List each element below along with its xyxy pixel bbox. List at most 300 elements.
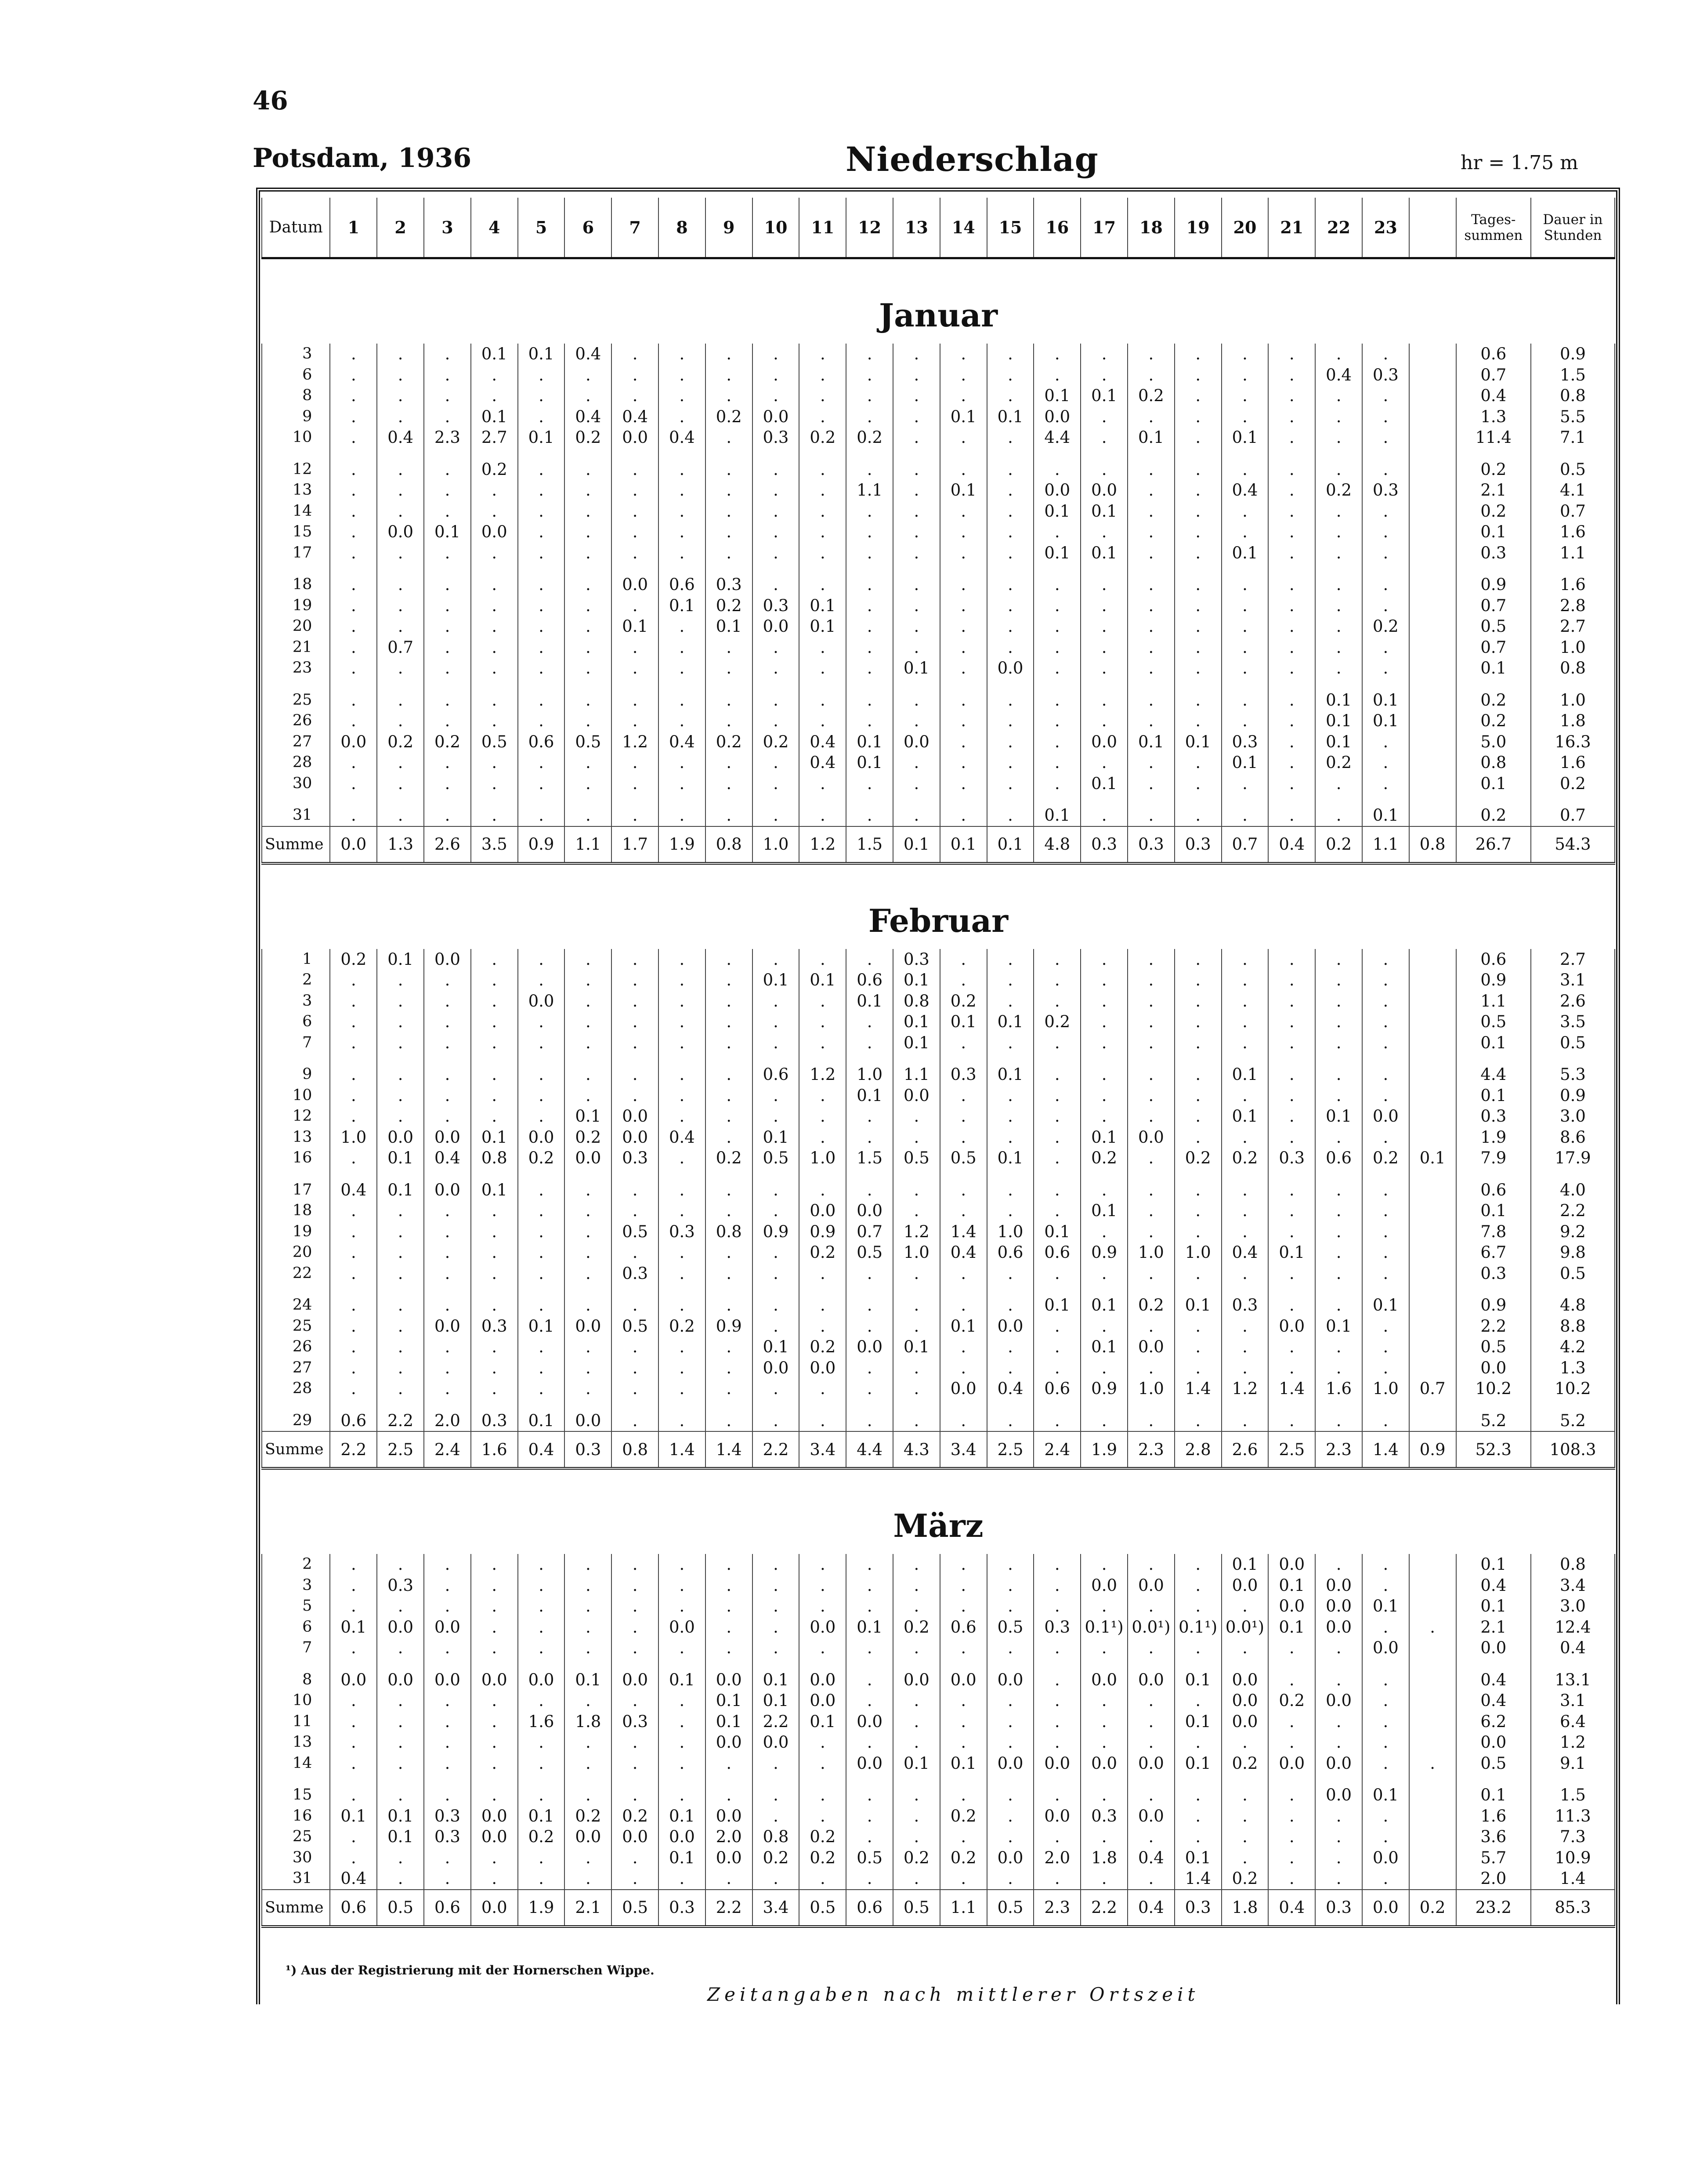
hour-value: .: [1315, 616, 1362, 637]
hour-value: .: [1268, 616, 1315, 637]
hour-value: .: [330, 1378, 377, 1399]
hour-value: .: [846, 1670, 893, 1691]
hour-value: .: [658, 1336, 705, 1358]
gap-cell: [987, 679, 1034, 690]
header-hour: 5: [518, 198, 565, 258]
time-note: Zeitangaben nach mittlerer Ortszeit: [707, 1984, 1200, 2005]
hour-value: 0.3: [940, 1064, 987, 1085]
daily-total: 1.3: [1456, 406, 1531, 427]
hour-value: 0.1: [1081, 1336, 1128, 1358]
hour-value: .: [987, 480, 1034, 501]
hour-value: .: [987, 427, 1034, 448]
hour-value: .: [987, 1575, 1034, 1596]
header-hour: 1: [330, 198, 377, 258]
hour-value: .: [987, 365, 1034, 386]
hour-value: .: [1034, 1637, 1081, 1659]
hour-value: 0.0: [611, 574, 658, 595]
hour-value: .: [611, 1011, 658, 1032]
hour-value: .: [377, 1032, 424, 1054]
page-title: Niederschlag: [846, 140, 1099, 179]
hour-value: .: [846, 1806, 893, 1827]
hour-value: 0.0: [799, 1670, 846, 1691]
hour-value: .: [752, 1106, 799, 1127]
hour-value: .: [940, 574, 987, 595]
gap-cell: [1081, 1399, 1128, 1410]
sum-hour-value: 0.5: [799, 1890, 846, 1927]
hour-value: .: [377, 1378, 424, 1399]
gap-cell: [1362, 1284, 1409, 1295]
hour-value: 0.0: [799, 1690, 846, 1711]
hour-value: .: [1362, 1575, 1409, 1596]
hour-value: 0.0: [846, 1336, 893, 1358]
hour-value: .: [987, 805, 1034, 826]
hour-value: .: [846, 1732, 893, 1753]
hour-value: .: [1268, 344, 1315, 365]
table-row: [262, 1263, 1615, 1284]
sum-hour-value: 0.4: [1268, 1890, 1315, 1927]
hour-value: .: [1268, 991, 1315, 1012]
hour-value: .: [846, 1554, 893, 1575]
hour-value: .: [1081, 1085, 1128, 1106]
hour-value: .: [940, 773, 987, 794]
hour-value: .: [518, 690, 565, 711]
hour-value: 0.0: [1081, 732, 1128, 753]
sum-hour-value: 0.6: [424, 1890, 471, 1927]
sum-hour-value: 2.3: [1315, 1431, 1362, 1468]
row-date: 23: [262, 658, 330, 679]
hour-value: .: [377, 1263, 424, 1284]
gap-cell: [940, 1053, 987, 1064]
daily-total: 0.5: [1456, 616, 1531, 637]
sum-hour-value: 2.2: [1081, 1890, 1128, 1927]
hour-value: .: [1175, 1221, 1222, 1242]
hour-value: .: [1362, 1180, 1409, 1201]
row-date: 30: [262, 1847, 330, 1869]
hour-value: .: [1315, 522, 1362, 543]
hour-value: .: [658, 501, 705, 522]
hour-value: .: [1222, 1785, 1269, 1806]
gap-cell: [1268, 1399, 1315, 1410]
hour-value: .: [846, 690, 893, 711]
hour-value: 0.0: [987, 1847, 1034, 1869]
hour-value: .: [1268, 658, 1315, 679]
sum-hour-value: 4.4: [846, 1431, 893, 1468]
hour-value: 0.0: [518, 991, 565, 1012]
hour-value: .: [752, 1868, 799, 1890]
daily-total: 0.4: [1456, 1575, 1531, 1596]
hour-value: 0.1: [1315, 1316, 1362, 1337]
hour-value: .: [1128, 752, 1175, 773]
hour-value: .: [471, 1378, 518, 1399]
sum-hour-value: 0.0: [1362, 1890, 1409, 1927]
hour-value: 0.2: [799, 1826, 846, 1847]
hour-value: 1.4: [940, 1221, 987, 1242]
hour-value: .: [471, 949, 518, 970]
hour-value: .: [564, 805, 611, 826]
duration-hours: 12.4: [1531, 1617, 1615, 1638]
hour-value: 0.1: [377, 1148, 424, 1169]
sum-hour-value: 2.8: [1175, 1431, 1222, 1468]
hour-value: .: [1081, 1032, 1128, 1054]
header-hour: 8: [658, 198, 705, 258]
hour-value: 0.3: [471, 1316, 518, 1337]
hour-value: .: [987, 1596, 1034, 1617]
hour-value: .: [1362, 752, 1409, 773]
hour-value: 0.0: [564, 1316, 611, 1337]
hour-value: .: [330, 1711, 377, 1732]
hour-value: .: [518, 406, 565, 427]
hour-value: 0.6: [846, 970, 893, 991]
hour-value: .: [518, 1263, 565, 1284]
hour-value: 0.1: [752, 1670, 799, 1691]
hour-value: .: [471, 637, 518, 658]
hour-value: 0.1: [1081, 501, 1128, 522]
hour-value: .: [846, 501, 893, 522]
gap-cell: [1409, 563, 1456, 574]
hour-value: .: [846, 773, 893, 794]
gap-cell: [1409, 794, 1456, 805]
hour-value: .: [424, 1200, 471, 1221]
hour-value: .: [424, 1085, 471, 1106]
gap-cell: [330, 1169, 377, 1180]
hour-value: 0.3: [1034, 1617, 1081, 1638]
hour-value: .: [1175, 1596, 1222, 1617]
hour-value: .: [799, 459, 846, 480]
gap-cell: [1222, 794, 1269, 805]
hour-value: .: [658, 1575, 705, 1596]
hour-value: .: [471, 1596, 518, 1617]
hour-value: 0.2: [330, 949, 377, 970]
hour-value: .: [1315, 1732, 1362, 1753]
hour-value: .: [1268, 1011, 1315, 1032]
gap-cell: [940, 1169, 987, 1180]
gap-cell: [1128, 794, 1175, 805]
duration-hours: 0.9: [1531, 1085, 1615, 1106]
sum-hour-value: 2.3: [1128, 1431, 1175, 1468]
hour-value: 0.0: [893, 732, 940, 753]
daily-total: 10.2: [1456, 1378, 1531, 1399]
header-hour: 14: [940, 198, 987, 258]
gap-cell: [518, 1169, 565, 1180]
daily-total: 0.4: [1456, 1670, 1531, 1691]
hour-value: .: [518, 1554, 565, 1575]
hour-value: .: [424, 1221, 471, 1242]
hour-value: .: [564, 1180, 611, 1201]
hour-value: .: [658, 1064, 705, 1085]
row-date: 27: [262, 1358, 330, 1379]
hour-value: .: [1268, 1785, 1315, 1806]
hour-value: .: [471, 1554, 518, 1575]
hour-value: .: [705, 427, 752, 448]
hour-value: 0.1: [658, 1670, 705, 1691]
hour-value: .: [658, 1200, 705, 1221]
hour-value: 0.0: [1034, 1806, 1081, 1827]
hour-value: .: [752, 805, 799, 826]
hour-value: .: [987, 1868, 1034, 1890]
hour-value: .: [846, 1596, 893, 1617]
hour-value: .: [940, 365, 987, 386]
hour-value: .: [987, 616, 1034, 637]
hour-value: .: [846, 522, 893, 543]
sum-hour-value: 1.0: [752, 826, 799, 863]
hour-value: .: [564, 637, 611, 658]
hour-value: .: [1268, 1032, 1315, 1054]
gap-cell: [705, 1053, 752, 1064]
hour-value: .: [1362, 637, 1409, 658]
hour-value: .: [1315, 1180, 1362, 1201]
hour-value: .: [1362, 1242, 1409, 1263]
daily-total: 5.7: [1456, 1847, 1531, 1869]
gap-cell: [1531, 1169, 1615, 1180]
hour-value: .: [611, 690, 658, 711]
hour-value: .: [1268, 970, 1315, 991]
hour-value: .: [377, 1690, 424, 1711]
duration-hours: 11.3: [1531, 1806, 1615, 1827]
hour-value: .: [987, 1263, 1034, 1284]
hour-value: .: [424, 501, 471, 522]
hour-value: 0.1: [1081, 1200, 1128, 1221]
hour-value: .: [1222, 1596, 1269, 1617]
hour-value: .: [424, 1554, 471, 1575]
hour-value: .: [1268, 805, 1315, 826]
duration-hours: 4.8: [1531, 1295, 1615, 1316]
gap-cell: [940, 1284, 987, 1295]
hour-value: .: [893, 595, 940, 616]
hour-value: .: [1222, 1826, 1269, 1847]
hour-value: .: [330, 805, 377, 826]
hour-value: .: [987, 1554, 1034, 1575]
hour-value: .: [471, 690, 518, 711]
daily-total: 0.6: [1456, 344, 1531, 365]
hour-value: .: [1315, 637, 1362, 658]
hour-value: .: [564, 543, 611, 564]
gap-cell: [1034, 679, 1081, 690]
hour-value: .: [330, 480, 377, 501]
hour-value: .: [1268, 1637, 1315, 1659]
sum-hour-value: 0.1: [893, 826, 940, 863]
gap-cell: [262, 679, 330, 690]
gap-cell: [1034, 563, 1081, 574]
hour-value: .: [611, 365, 658, 386]
hour-value: .: [987, 710, 1034, 732]
hour-value: .: [1315, 1200, 1362, 1221]
hour-value: .: [1081, 1221, 1128, 1242]
gap-cell: [1222, 563, 1269, 574]
hour-value: .: [658, 773, 705, 794]
hour-value: .: [846, 406, 893, 427]
hour-value: [1409, 1221, 1456, 1242]
hour-value: .: [1128, 773, 1175, 794]
hour-value: 0.0: [1128, 1336, 1175, 1358]
duration-hours: 9.8: [1531, 1242, 1615, 1263]
hour-value: 1.2: [611, 732, 658, 753]
gap-cell: [1175, 1399, 1222, 1410]
hour-value: .: [1175, 637, 1222, 658]
row-date: 31: [262, 805, 330, 826]
gap-cell: [564, 1774, 611, 1785]
gap-cell: [940, 1399, 987, 1410]
row-gap: [262, 1774, 1615, 1785]
table-row: [262, 427, 1615, 448]
sum-hour-value: 0.3: [1175, 826, 1222, 863]
duration-hours: 2.8: [1531, 595, 1615, 616]
hour-value: .: [846, 595, 893, 616]
gap-cell: [752, 1399, 799, 1410]
hour-value: .: [799, 1263, 846, 1284]
gap-cell: [564, 679, 611, 690]
hour-value: 0.0: [1128, 1753, 1175, 1774]
gap-cell: [846, 1659, 893, 1670]
hour-value: .: [330, 385, 377, 406]
row-date: 14: [262, 501, 330, 522]
hour-value: .: [752, 522, 799, 543]
daily-total: 0.3: [1456, 1263, 1531, 1284]
gap-cell: [564, 1169, 611, 1180]
row-date: 20: [262, 1242, 330, 1263]
gap-cell: [799, 1774, 846, 1785]
hour-value: .: [940, 1295, 987, 1316]
hour-value: 0.2: [611, 1806, 658, 1827]
hour-value: 0.9: [799, 1221, 846, 1242]
hour-value: .: [471, 574, 518, 595]
hour-value: .: [424, 637, 471, 658]
gap-cell: [471, 1053, 518, 1064]
hour-value: .: [752, 1785, 799, 1806]
duration-hours: 5.2: [1531, 1410, 1615, 1432]
row-date: 17: [262, 543, 330, 564]
sum-hour-value: 2.5: [987, 1431, 1034, 1468]
hour-value: .: [1081, 1263, 1128, 1284]
hour-value: .: [564, 1785, 611, 1806]
hour-value: .: [987, 543, 1034, 564]
hour-value: 0.1: [330, 1617, 377, 1638]
hour-value: 0.0: [705, 1732, 752, 1753]
gap-cell: [752, 679, 799, 690]
hour-value: .: [1175, 427, 1222, 448]
gap-cell: [1081, 1774, 1128, 1785]
duration-hours: 1.2: [1531, 1732, 1615, 1753]
hour-value: .: [1128, 406, 1175, 427]
hour-value: .: [518, 522, 565, 543]
hour-value: 0.3: [1222, 732, 1269, 753]
gap-cell: [330, 1053, 377, 1064]
hour-value: 0.0: [1034, 406, 1081, 427]
hour-value: 0.0: [846, 1753, 893, 1774]
hour-value: .: [1222, 406, 1269, 427]
hour-value: 0.0: [752, 616, 799, 637]
hour-value: .: [893, 1806, 940, 1827]
table-row: [262, 1410, 1615, 1432]
table-row: [262, 1732, 1615, 1753]
hour-value: .: [893, 1575, 940, 1596]
gap-cell: [1268, 1053, 1315, 1064]
hour-value: 0.1: [893, 1032, 940, 1054]
hour-value: 0.2: [564, 1127, 611, 1148]
hour-value: 0.1: [846, 752, 893, 773]
month-heading-row: [262, 863, 1615, 949]
hour-value: 0.0: [1362, 1847, 1409, 1869]
gap-cell: [987, 1399, 1034, 1410]
row-date: 18: [262, 1200, 330, 1221]
hour-value: 0.2: [564, 1806, 611, 1827]
hour-value: .: [1409, 1617, 1456, 1638]
hour-value: 0.8: [705, 1221, 752, 1242]
hour-value: .: [940, 459, 987, 480]
hour-value: .: [1081, 574, 1128, 595]
row-date: 16: [262, 1806, 330, 1827]
hour-value: .: [1175, 1554, 1222, 1575]
gap-cell: [611, 448, 658, 459]
hour-value: .: [611, 344, 658, 365]
gap-cell: [1081, 1169, 1128, 1180]
hour-value: .: [1081, 1826, 1128, 1847]
hour-value: .: [846, 1575, 893, 1596]
hour-value: .: [1268, 1336, 1315, 1358]
hour-value: 0.1: [658, 595, 705, 616]
table-row: [262, 1295, 1615, 1316]
gap-cell: [1409, 448, 1456, 459]
hour-value: .: [518, 1106, 565, 1127]
hour-value: .: [471, 1711, 518, 1732]
hour-value: .: [752, 991, 799, 1012]
hour-value: .: [1222, 1200, 1269, 1221]
daily-total: 11.4: [1456, 427, 1531, 448]
gap-cell: [518, 448, 565, 459]
hour-value: .: [893, 1410, 940, 1432]
hour-value: .: [1128, 344, 1175, 365]
hour-value: .: [893, 616, 940, 637]
hour-value: .: [987, 637, 1034, 658]
hour-value: .: [799, 480, 846, 501]
gap-cell: [846, 1284, 893, 1295]
hour-value: .: [1362, 427, 1409, 448]
gap-cell: [752, 1053, 799, 1064]
hour-value: .: [1034, 574, 1081, 595]
hour-value: [1409, 1295, 1456, 1316]
hour-value: [1409, 344, 1456, 365]
gap-cell: [893, 448, 940, 459]
hour-value: .: [564, 1575, 611, 1596]
hour-value: 0.1: [518, 1410, 565, 1432]
hour-value: 0.0: [1222, 1711, 1269, 1732]
daily-total: 0.2: [1456, 805, 1531, 826]
hour-value: .: [377, 459, 424, 480]
hour-value: .: [658, 543, 705, 564]
gap-cell: [1034, 1659, 1081, 1670]
hour-value: .: [1222, 1847, 1269, 1869]
hour-value: .: [752, 710, 799, 732]
hour-value: .: [1222, 710, 1269, 732]
hour-value: .: [330, 427, 377, 448]
gap-cell: [893, 1399, 940, 1410]
hour-value: 1.0: [1128, 1242, 1175, 1263]
gap-cell: [658, 1284, 705, 1295]
gap-cell: [1034, 1399, 1081, 1410]
hour-value: .: [518, 1200, 565, 1221]
gap-cell: [611, 1399, 658, 1410]
hour-value: .: [518, 1785, 565, 1806]
hour-value: .: [1175, 1200, 1222, 1221]
hour-value: .: [799, 690, 846, 711]
hour-value: 0.0: [658, 1617, 705, 1638]
hour-value: 0.0: [1315, 1617, 1362, 1638]
gap-cell: [330, 1774, 377, 1785]
hour-value: .: [377, 710, 424, 732]
gap-cell: [1128, 1169, 1175, 1180]
hour-value: .: [1128, 1180, 1175, 1201]
hour-value: 0.1: [1222, 543, 1269, 564]
hour-value: 0.2: [1222, 1868, 1269, 1890]
